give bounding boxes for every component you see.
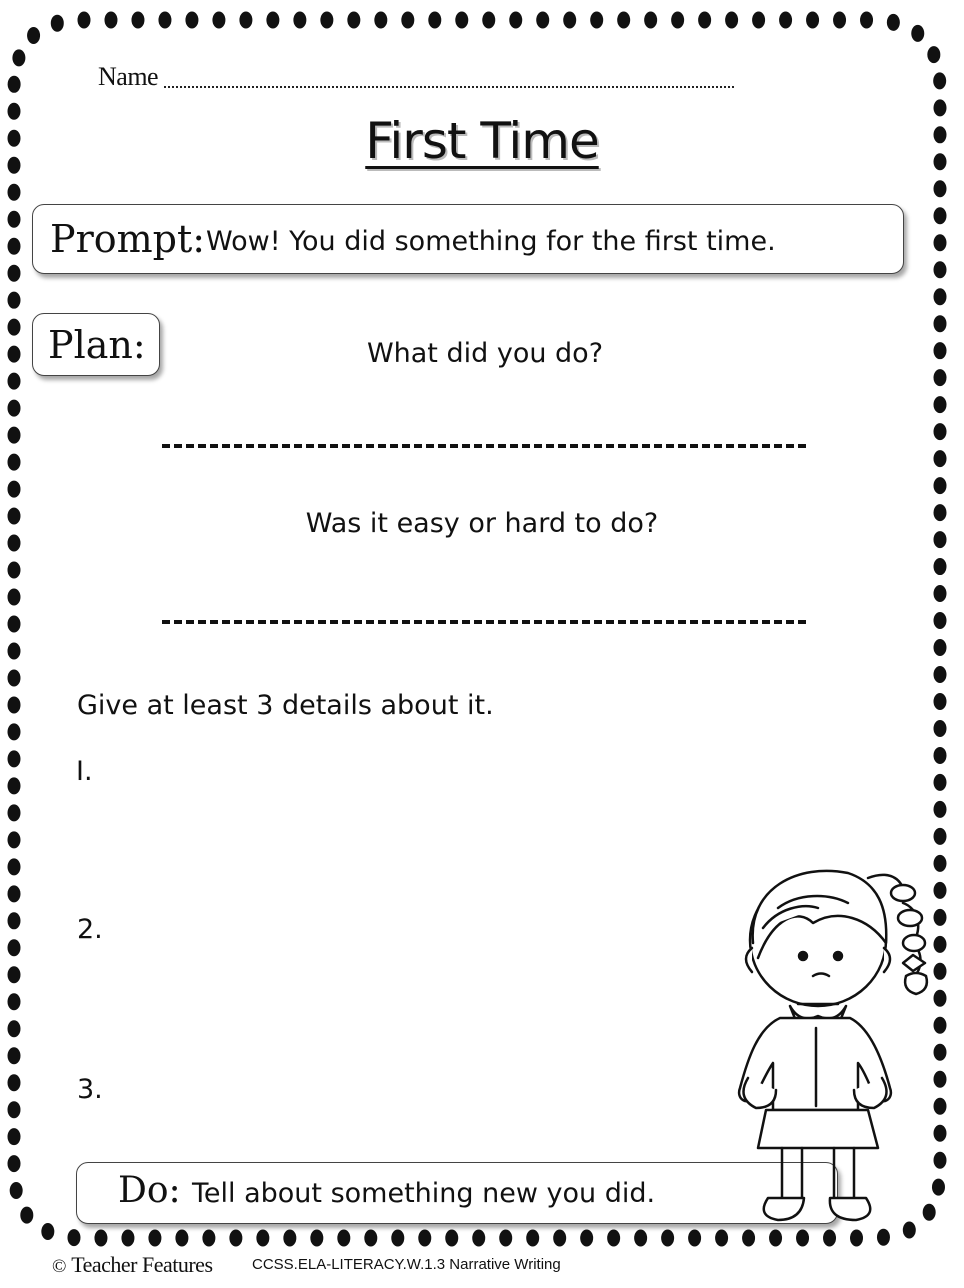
border-dot <box>752 12 765 29</box>
border-dot <box>8 589 21 606</box>
border-dot <box>51 15 64 32</box>
border-dot <box>8 562 21 579</box>
border-dot <box>374 12 387 29</box>
name-line <box>164 85 734 88</box>
page-title: First Time <box>365 112 599 170</box>
border-dot <box>590 12 603 29</box>
border-dot <box>8 750 21 767</box>
border-dot <box>934 288 947 305</box>
border-dot <box>934 450 947 467</box>
border-dot <box>934 666 947 683</box>
border-dot <box>8 400 21 417</box>
prompt-text: Wow! You did something for the first time. <box>206 226 776 257</box>
do-text: Tell about something new you did. <box>192 1178 656 1209</box>
border-dot <box>283 1230 296 1247</box>
border-dot <box>158 12 171 29</box>
border-dot <box>806 12 819 29</box>
border-dot <box>934 747 947 764</box>
border-dot <box>934 261 947 278</box>
border-dot <box>8 804 21 821</box>
border-dot <box>934 369 947 386</box>
border-dot <box>310 1230 323 1247</box>
border-dot <box>688 1230 701 1247</box>
border-dot <box>391 1230 404 1247</box>
border-dot <box>94 1230 107 1247</box>
border-dot <box>175 1230 188 1247</box>
border-dot <box>266 12 279 29</box>
border-dot <box>499 1230 512 1247</box>
border-dot <box>796 1230 809 1247</box>
border-dot <box>933 72 946 89</box>
border-dot <box>8 1020 21 1037</box>
border-dot <box>607 1230 620 1247</box>
border-dot <box>934 693 947 710</box>
footer-standard: CCSS.ELA-LITERACY.W.1.3 Narrative Writing <box>252 1256 561 1273</box>
border-dot <box>10 1182 23 1199</box>
girl-illustration <box>718 848 944 1228</box>
border-dot <box>185 12 198 29</box>
border-dot <box>8 265 21 282</box>
border-dot <box>131 12 144 29</box>
border-dot <box>8 319 21 336</box>
page-title-wrap <box>0 112 964 170</box>
border-dot <box>934 558 947 575</box>
border-dot <box>536 12 549 29</box>
border-dot <box>8 76 21 93</box>
copyright-symbol: © <box>52 1256 67 1277</box>
name-label: Name <box>98 62 159 91</box>
border-dot <box>8 966 21 983</box>
border-dot <box>8 1101 21 1118</box>
border-dot <box>239 12 252 29</box>
border-dot <box>661 1230 674 1247</box>
border-dot <box>833 12 846 29</box>
border-dot <box>8 1128 21 1145</box>
border-dot <box>934 585 947 602</box>
border-dot <box>8 1155 21 1172</box>
border-dot <box>337 1230 350 1247</box>
border-dot <box>927 46 940 63</box>
border-dot <box>934 639 947 656</box>
border-dot <box>8 831 21 848</box>
border-dot <box>148 1230 161 1247</box>
border-dot <box>8 993 21 1010</box>
border-dot <box>553 1230 566 1247</box>
plan-label: Plan: <box>48 323 146 367</box>
question-what-did-you-do: What did you do? <box>366 338 604 369</box>
border-dot <box>8 238 21 255</box>
border-dot <box>725 12 738 29</box>
border-dot <box>8 723 21 740</box>
border-dot <box>8 373 21 390</box>
border-dot <box>671 12 684 29</box>
border-dot <box>8 642 21 659</box>
border-dot <box>911 25 924 42</box>
border-dot <box>580 1230 593 1247</box>
border-dot <box>8 184 21 201</box>
border-dot <box>41 1223 54 1240</box>
border-dot <box>860 12 873 29</box>
border-dot <box>418 1230 431 1247</box>
border-dot <box>769 1230 782 1247</box>
border-dot <box>563 12 576 29</box>
border-dot <box>347 12 360 29</box>
border-dot <box>850 1230 863 1247</box>
border-dot <box>934 801 947 818</box>
details-instruction: Give at least 3 details about it. <box>77 690 494 721</box>
border-dot <box>121 1230 134 1247</box>
border-dot <box>8 1074 21 1091</box>
border-dot <box>293 12 306 29</box>
footer-brand: Teacher Features <box>71 1252 213 1277</box>
border-dot <box>320 12 333 29</box>
border-dot <box>617 12 630 29</box>
border-dot <box>934 234 947 251</box>
border-dot <box>644 12 657 29</box>
answer-line-1 <box>162 444 806 448</box>
border-dot <box>78 12 91 29</box>
border-dot <box>934 423 947 440</box>
border-dot <box>8 292 21 309</box>
border-dot <box>445 1230 458 1247</box>
border-dot <box>256 1230 269 1247</box>
footer-copyright <box>52 1252 213 1278</box>
border-dot <box>229 1230 242 1247</box>
border-dot <box>364 1230 377 1247</box>
border-dot <box>8 696 21 713</box>
border-dot <box>934 207 947 224</box>
border-dot <box>8 1047 21 1064</box>
detail-number-1: I. <box>76 756 93 787</box>
border-dot <box>934 612 947 629</box>
border-dot <box>742 1230 755 1247</box>
border-dot <box>8 481 21 498</box>
border-dot <box>212 12 225 29</box>
border-dot <box>67 1229 80 1246</box>
border-dot <box>934 315 947 332</box>
border-dot <box>8 427 21 444</box>
border-dot <box>12 49 25 66</box>
border-dot <box>509 12 522 29</box>
border-dot <box>455 12 468 29</box>
question-easy-or-hard: Was it easy or hard to do? <box>305 508 659 539</box>
border-dot <box>8 858 21 875</box>
border-dot <box>634 1230 647 1247</box>
border-dot <box>482 12 495 29</box>
border-dot <box>934 396 947 413</box>
border-dot <box>8 939 21 956</box>
border-dot <box>27 27 40 44</box>
border-dot <box>8 777 21 794</box>
border-dot <box>779 12 792 29</box>
border-dot <box>877 1229 890 1246</box>
prompt-label: Prompt: <box>50 217 206 261</box>
border-dot <box>526 1230 539 1247</box>
border-dot <box>887 14 900 31</box>
border-dot <box>428 12 441 29</box>
border-dot <box>20 1207 33 1224</box>
border-dot <box>8 211 21 228</box>
border-dot <box>8 912 21 929</box>
border-dot <box>934 477 947 494</box>
detail-number-3: 3. <box>77 1074 103 1105</box>
border-dot <box>104 12 117 29</box>
border-dot <box>934 180 947 197</box>
border-dot <box>698 12 711 29</box>
border-dot <box>8 669 21 686</box>
border-dot <box>934 828 947 845</box>
detail-number-2: 2. <box>77 914 103 945</box>
do-label: Do: <box>118 1170 181 1211</box>
border-dot <box>823 1230 836 1247</box>
border-dot <box>715 1230 728 1247</box>
border-dot <box>401 12 414 29</box>
answer-line-2 <box>162 620 806 624</box>
border-dot <box>8 885 21 902</box>
border-dot <box>472 1230 485 1247</box>
border-dot <box>202 1230 215 1247</box>
border-dot <box>934 774 947 791</box>
border-dot <box>8 615 21 632</box>
name-field <box>98 62 734 92</box>
border-dot <box>934 720 947 737</box>
border-dot <box>8 454 21 471</box>
